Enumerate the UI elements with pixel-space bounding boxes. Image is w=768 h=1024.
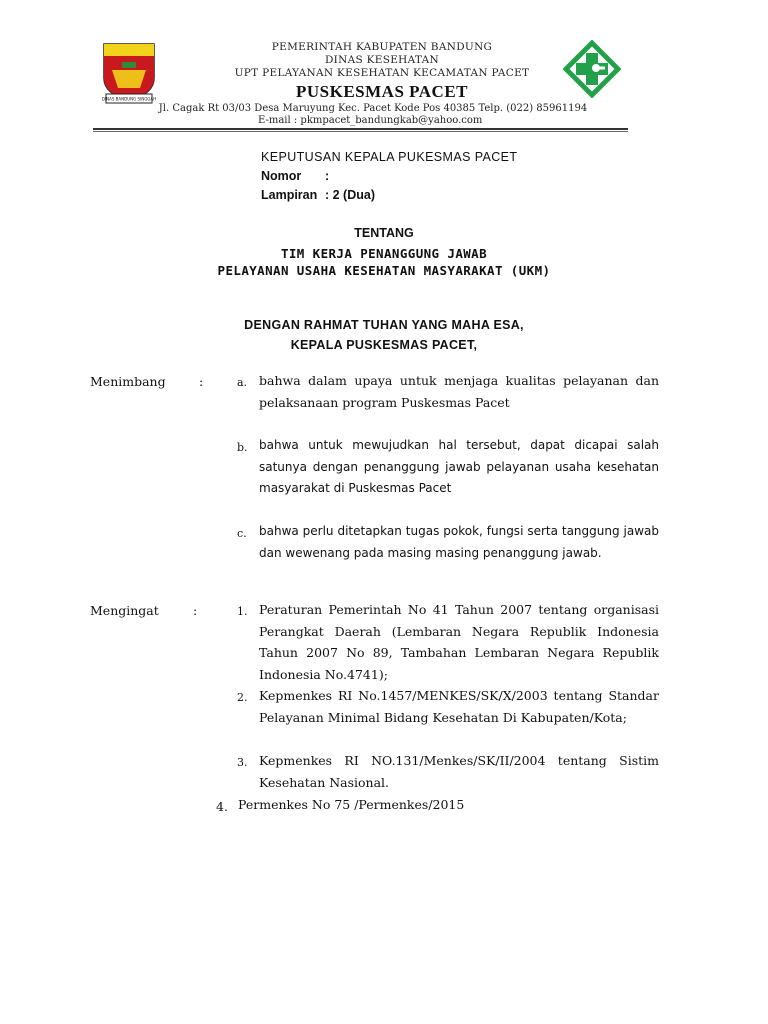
letterhead bbox=[0, 0, 768, 140]
opening-line-2: KEPALA PUSKESMAS PACET, bbox=[290, 338, 478, 352]
mengingat-item-3: Kepmenkes RI NO.131/Menkes/SK/II/2004 tentang Sistim Kesehatan Nasional. bbox=[259, 753, 659, 790]
kop-line-agency: DINAS KESEHATAN bbox=[324, 54, 440, 66]
menimbang-label: Menimbang bbox=[90, 374, 166, 389]
menimbang-marker-a: a. bbox=[237, 376, 248, 389]
nomor-label: Nomor bbox=[261, 169, 302, 183]
kop-line-government: PEMERINTAH KABUPATEN BANDUNG bbox=[271, 41, 493, 53]
menimbang-marker-c: c. bbox=[237, 527, 247, 540]
emblem-banner-text: DINAS BANDUNG SINGGAH bbox=[101, 96, 157, 102]
mengingat-item-4: Permenkes No 75 /Permenkes/2015 bbox=[238, 797, 465, 812]
menimbang-marker-b: b. bbox=[237, 441, 248, 454]
bandung-regency-emblem bbox=[100, 40, 158, 106]
letterhead-rule-thin bbox=[93, 131, 628, 132]
letterhead-rule-thick bbox=[93, 128, 628, 130]
mengingat-label: Mengingat bbox=[90, 603, 159, 618]
nomor-value: : bbox=[325, 169, 330, 183]
puskesmas-health-cross-icon bbox=[563, 40, 621, 98]
opening-line-1: DENGAN RAHMAT TUHAN YANG MAHA ESA, bbox=[244, 318, 524, 332]
menimbang-item-b: bahwa untuk mewujudkan hal tersebut, dapat dicapai salah satunya dengan penanggung jawab pelayanan usaha kesehatan masyarakat di Puskesmas Pacet bbox=[259, 438, 659, 495]
kop-line-unit: UPT PELAYANAN KESEHATAN KECAMATAN PACET bbox=[234, 67, 530, 79]
mengingat-marker-4: 4. bbox=[216, 799, 228, 814]
subject-line-1: TIM KERJA PENANGGUNG JAWAB bbox=[280, 246, 488, 261]
mengingat-marker-1: 1. bbox=[237, 605, 248, 618]
mengingat-item-1: Peraturan Pemerintah No 41 Tahun 2007 tentang organisasi Perangkat Daerah (Lembaran Negara Republik Indonesia Tahun 2007 No 89, Tambahan Lembaran Negara Republik Indonesia No.4741); bbox=[259, 602, 659, 682]
menimbang-colon: : bbox=[199, 374, 204, 389]
lampiran-label: Lampiran bbox=[261, 188, 318, 202]
menimbang-item-c: bahwa perlu ditetapkan tugas pokok, fungsi serta tanggung jawab dan wewenang pada masing masing penanggung jawab. bbox=[259, 524, 659, 560]
kop-email: E-mail : pkmpacet_bandungkab@yahoo.com bbox=[258, 115, 483, 126]
subject-line-2: PELAYANAN USAHA KESEHATAN MASYARAKAT (UKM) bbox=[217, 263, 551, 278]
mengingat-colon: : bbox=[193, 603, 198, 618]
kop-address: Jl. Cagak Rt 03/03 Desa Maruyung Kec. Pacet Kode Pos 40385 Telp. (022) 85961194 bbox=[158, 103, 588, 114]
decree-heading: KEPUTUSAN KEPALA PUKESMAS PACET bbox=[261, 150, 518, 164]
menimbang-item-a: bahwa dalam upaya untuk menjaga kualitas pelayanan dan pelaksanaan program Puskesmas Pacet bbox=[259, 373, 659, 410]
mengingat-marker-2: 2. bbox=[237, 691, 248, 704]
tentang-heading: TENTANG bbox=[354, 226, 414, 240]
mengingat-marker-3: 3. bbox=[237, 756, 248, 769]
mengingat-item-2: Kepmenkes RI No.1457/MENKES/SK/X/2003 tentang Standar Pelayanan Minimal Bidang Kesehatan Di Kabupaten/Kota; bbox=[259, 688, 659, 725]
kop-title: PUSKESMAS PACET bbox=[295, 82, 468, 101]
lampiran-value: : 2 (Dua) bbox=[325, 188, 375, 202]
